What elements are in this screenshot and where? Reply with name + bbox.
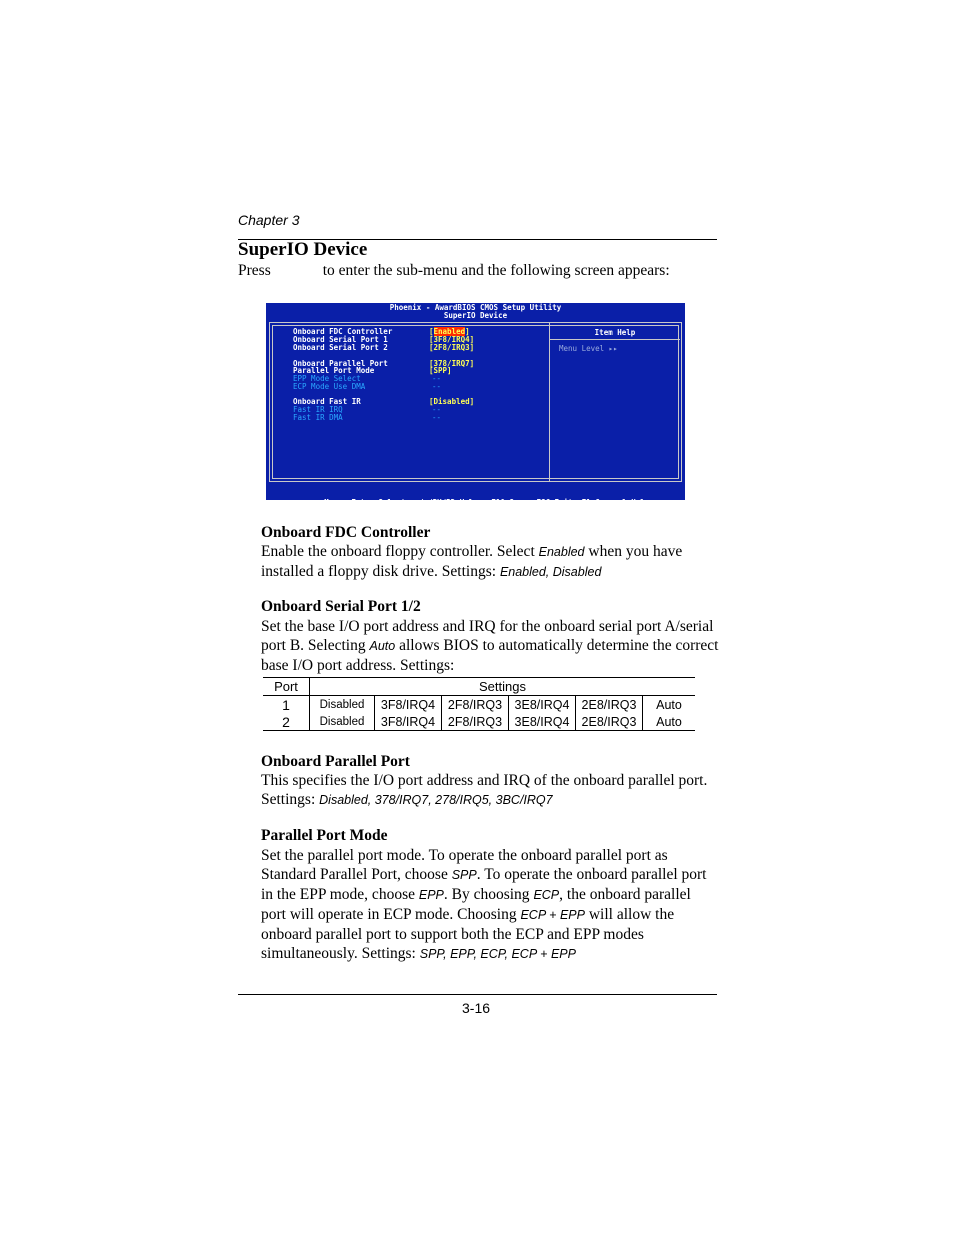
intro-press: Press — [238, 262, 271, 279]
serial-text: Set the base I/O port address and IRQ for the onboard serial port A/serial port B. Selecting Auto allows BIOS to automatically determine the correct base I/O port address. Settings: — [261, 618, 719, 674]
parallel-heading: Onboard Parallel Port — [261, 753, 410, 770]
bios-screenshot — [266, 303, 685, 531]
table-header-settings: Settings — [310, 678, 696, 696]
chapter-label: Chapter 3 — [238, 212, 300, 228]
intro-text — [238, 262, 718, 280]
table-header-port: Port — [263, 678, 310, 696]
table-row: 2 Disabled 3F8/IRQ4 2F8/IRQ3 3E8/IRQ4 2E8/IRQ3 Auto — [263, 713, 695, 731]
table-row: 1 Disabled 3F8/IRQ4 2F8/IRQ3 3E8/IRQ4 2E8/IRQ3 Auto — [263, 696, 695, 714]
bios-header — [266, 304, 685, 320]
fdc-text: Enable the onboard floppy controller. Select Enabled when you have installed a floppy disk drive. Settings: Enabled, Disabled — [261, 543, 683, 580]
section-title: SuperIO Device — [238, 239, 368, 260]
bios-item-parallel-mode[interactable]: Parallel Port Mode [SPP] — [293, 366, 452, 375]
bios-footer-keys: ↑↓→←:Move Enter:Select +/-/PU/PD:Value F10:Save ESC:Exit F1:General Help — [301, 498, 650, 507]
bios-help-title: Item Help — [594, 328, 636, 337]
bios-selected-value: Enabled — [433, 327, 466, 336]
bios-title: Phoenix - AwardBIOS CMOS Setup Utility — [389, 303, 562, 312]
bios-item-fast-ir[interactable]: Onboard Fast IR [Disabled] — [293, 397, 475, 406]
bios-item-fdc[interactable]: Onboard FDC Controller [Enabled] — [293, 327, 470, 336]
bios-subtitle: SuperIO Device — [443, 311, 508, 320]
bios-footer-defaults: F5: Previous Values F6: Fail-Safe Defaults F7: Optimized Defaults — [319, 522, 632, 531]
bios-item-value: [Enabled] — [429, 327, 470, 336]
bios-item-parallel[interactable]: Onboard Parallel Port [378/IRQ7] — [293, 359, 475, 368]
bios-divider — [549, 322, 550, 481]
footer-rule — [238, 994, 717, 995]
serial-settings-table — [263, 677, 695, 731]
fdc-heading: Onboard FDC Controller — [261, 524, 431, 541]
bios-item-fast-ir-irq: Fast IR IRQ -- — [293, 405, 442, 414]
serial-heading: Onboard Serial Port 1/2 — [261, 598, 421, 615]
intro-rest: to enter the sub-menu and the following screen appears: — [322, 262, 670, 279]
bios-item-epp-mode: EPP Mode Select -- — [293, 374, 442, 383]
bios-help-rule — [550, 339, 680, 340]
bios-item-serial1[interactable]: Onboard Serial Port 1 [3F8/IRQ4] — [293, 335, 475, 344]
mode-text: Set the parallel port mode. To operate the onboard parallel port as Standard Parallel Port, choose SPP. To operate the onboard parallel port in the EPP mode, choose EPP. By choosing ECP, the onboard parallel port will operate in ECP mode. Choosing ECP + EPP will allow the onboard parallel port to support both the ECP and EPP modes simultaneously. Settings: SPP, EPP, ECP, ECP + EPP — [261, 847, 707, 962]
bios-item-fast-ir-dma: Fast IR DMA -- — [293, 413, 442, 422]
page-number: 3-16 — [462, 1000, 491, 1016]
bios-menu-level: Menu Level ▸▸ — [559, 344, 618, 353]
parallel-text: This specifies the I/O port address and IRQ of the onboard parallel port. Settings: Disabled, 378/IRQ7, 278/IRQ5, 3BC/IRQ7 — [261, 772, 708, 808]
bios-item-ecp-dma: ECP Mode Use DMA -- — [293, 382, 442, 391]
mode-heading: Parallel Port Mode — [261, 827, 388, 844]
bios-item-serial2[interactable]: Onboard Serial Port 2 [2F8/IRQ3] — [293, 343, 475, 352]
